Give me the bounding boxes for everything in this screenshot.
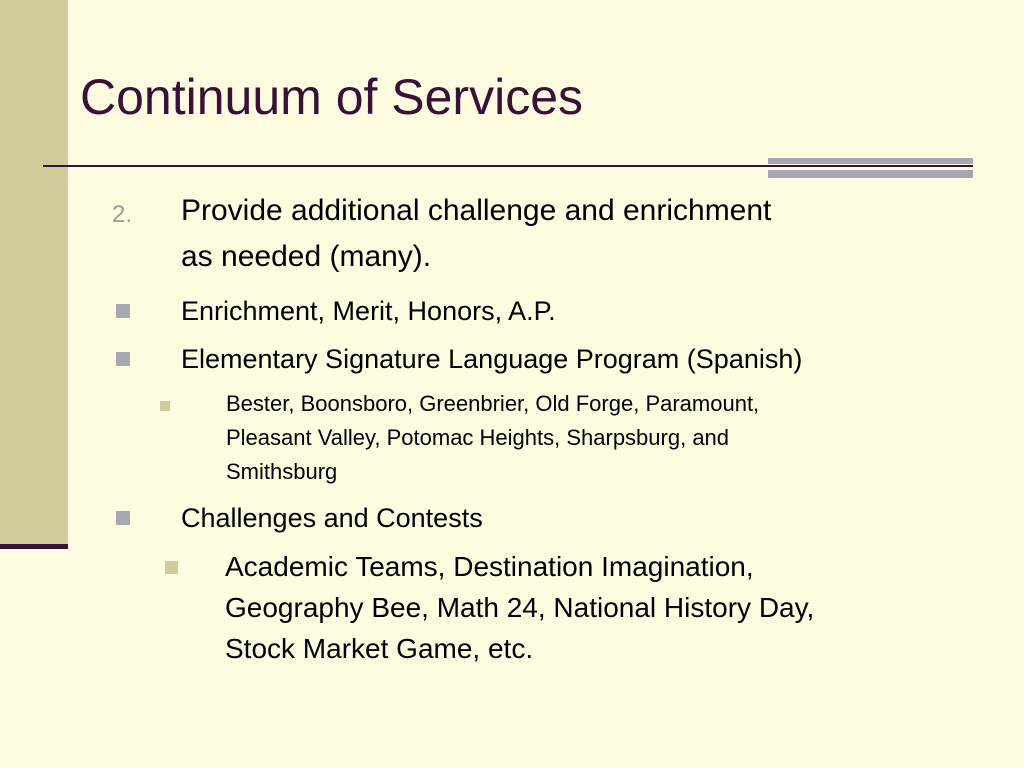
schools-line-1: Bester, Boonsboro, Greenbrier, Old Forge, Paramount, xyxy=(226,391,760,416)
square-bullet-icon xyxy=(116,352,130,366)
numbered-item-line-1: Provide additional challenge and enrichment xyxy=(181,194,772,227)
schools-line-2: Pleasant Valley, Potomac Heights, Sharpsburg, and xyxy=(226,425,730,450)
schools-line-3: Smithsburg xyxy=(226,459,338,484)
title-rule xyxy=(43,165,973,167)
contests-line-1: Academic Teams, Destination Imagination, xyxy=(225,551,754,582)
left-decorative-band xyxy=(0,0,68,545)
sub-square-bullet-icon xyxy=(160,401,170,411)
square-bullet-icon xyxy=(116,304,130,318)
contests-line-2: Geography Bee, Math 24, National History Day, xyxy=(225,592,815,623)
numbered-item-line-2: as needed (many). xyxy=(181,240,432,273)
title-rule-accent-top xyxy=(768,158,973,164)
bullet-item-language-program: Elementary Signature Language Program (Spanish) xyxy=(181,344,803,374)
square-bullet-icon xyxy=(116,511,130,525)
slide-title: Continuum of Services xyxy=(80,69,584,125)
list-number-marker: 2. xyxy=(112,201,133,228)
contests-line-3: Stock Market Game, etc. xyxy=(225,633,534,664)
title-rule-accent-bottom xyxy=(768,170,973,178)
bullet-item-challenges: Challenges and Contests xyxy=(181,503,483,533)
bullet-item-enrichment: Enrichment, Merit, Honors, A.P. xyxy=(181,296,556,326)
sub-square-bullet-icon xyxy=(165,561,178,574)
left-band-underline xyxy=(0,544,68,549)
